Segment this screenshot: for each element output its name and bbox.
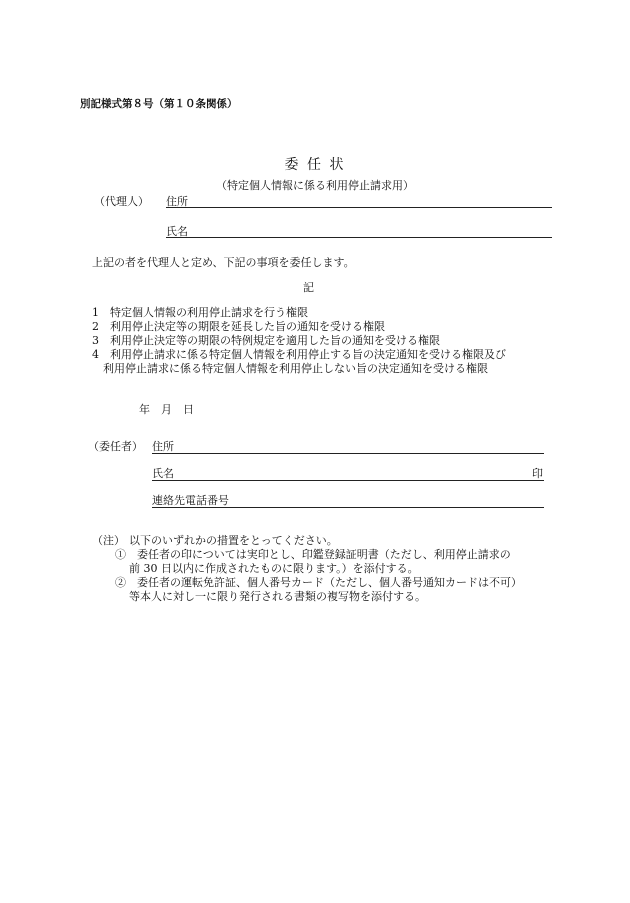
principal-label: （委任者） bbox=[88, 440, 143, 453]
agent-name-label: 氏名 bbox=[166, 225, 188, 238]
list-item: 4 利用停止請求に係る特定個人情報を利用停止する旨の決定通知を受ける権限及び bbox=[92, 348, 506, 361]
notes-intro: 以下のいずれかの措置をとってください。 bbox=[129, 534, 338, 547]
principal-address-label: 住所 bbox=[152, 440, 174, 453]
note-item-continuation: 前 30 日以内に作成されたものに限ります。）を添付する。 bbox=[129, 562, 419, 575]
agent-name-line[interactable] bbox=[166, 237, 552, 238]
note-item-continuation: 等本人に対し一に限り発行される書類の複写物を添付する。 bbox=[129, 590, 426, 603]
seal-mark: 印 bbox=[532, 467, 543, 480]
note-item: ② 委任者の運転免許証、個人番号カード（ただし、個人番号通知カードは不可） bbox=[115, 576, 522, 589]
agent-label: （代理人） bbox=[94, 195, 149, 208]
principal-name-line[interactable] bbox=[152, 480, 544, 481]
principal-name-label: 氏名 bbox=[152, 467, 174, 480]
principal-phone-line[interactable] bbox=[152, 507, 544, 508]
list-item: 1 特定個人情報の利用停止請求を行う権限 bbox=[92, 306, 308, 319]
list-item: 3 利用停止決定等の期限の特例規定を適用した旨の通知を受ける権限 bbox=[92, 334, 440, 347]
notes-label: （注） bbox=[92, 534, 125, 547]
principal-phone-label: 連絡先電話番号 bbox=[152, 494, 229, 507]
list-item: 2 利用停止決定等の期限を延長した旨の通知を受ける権限 bbox=[92, 320, 385, 333]
principal-address-line[interactable] bbox=[152, 453, 544, 454]
agent-address-line[interactable] bbox=[166, 207, 552, 208]
document-subtitle: （特定個人情報に係る利用停止請求用） bbox=[216, 179, 414, 192]
ki-heading: 記 bbox=[303, 281, 314, 294]
document-title: 委 任 状 bbox=[284, 157, 346, 173]
list-item-continuation: 利用停止請求に係る特定個人情報を利用停止しない旨の決定通知を受ける権限 bbox=[103, 362, 488, 375]
date-line: 年 月 日 bbox=[139, 403, 194, 416]
form-number: 別記様式第８号（第１０条関係） bbox=[80, 98, 238, 110]
note-item: ① 委任者の印については実印とし、印鑑登録証明書（ただし、利用停止請求の bbox=[115, 548, 511, 561]
agent-address-label: 住所 bbox=[166, 195, 188, 208]
intro-text: 上記の者を代理人と定め、下記の事項を委任します。 bbox=[92, 256, 355, 269]
